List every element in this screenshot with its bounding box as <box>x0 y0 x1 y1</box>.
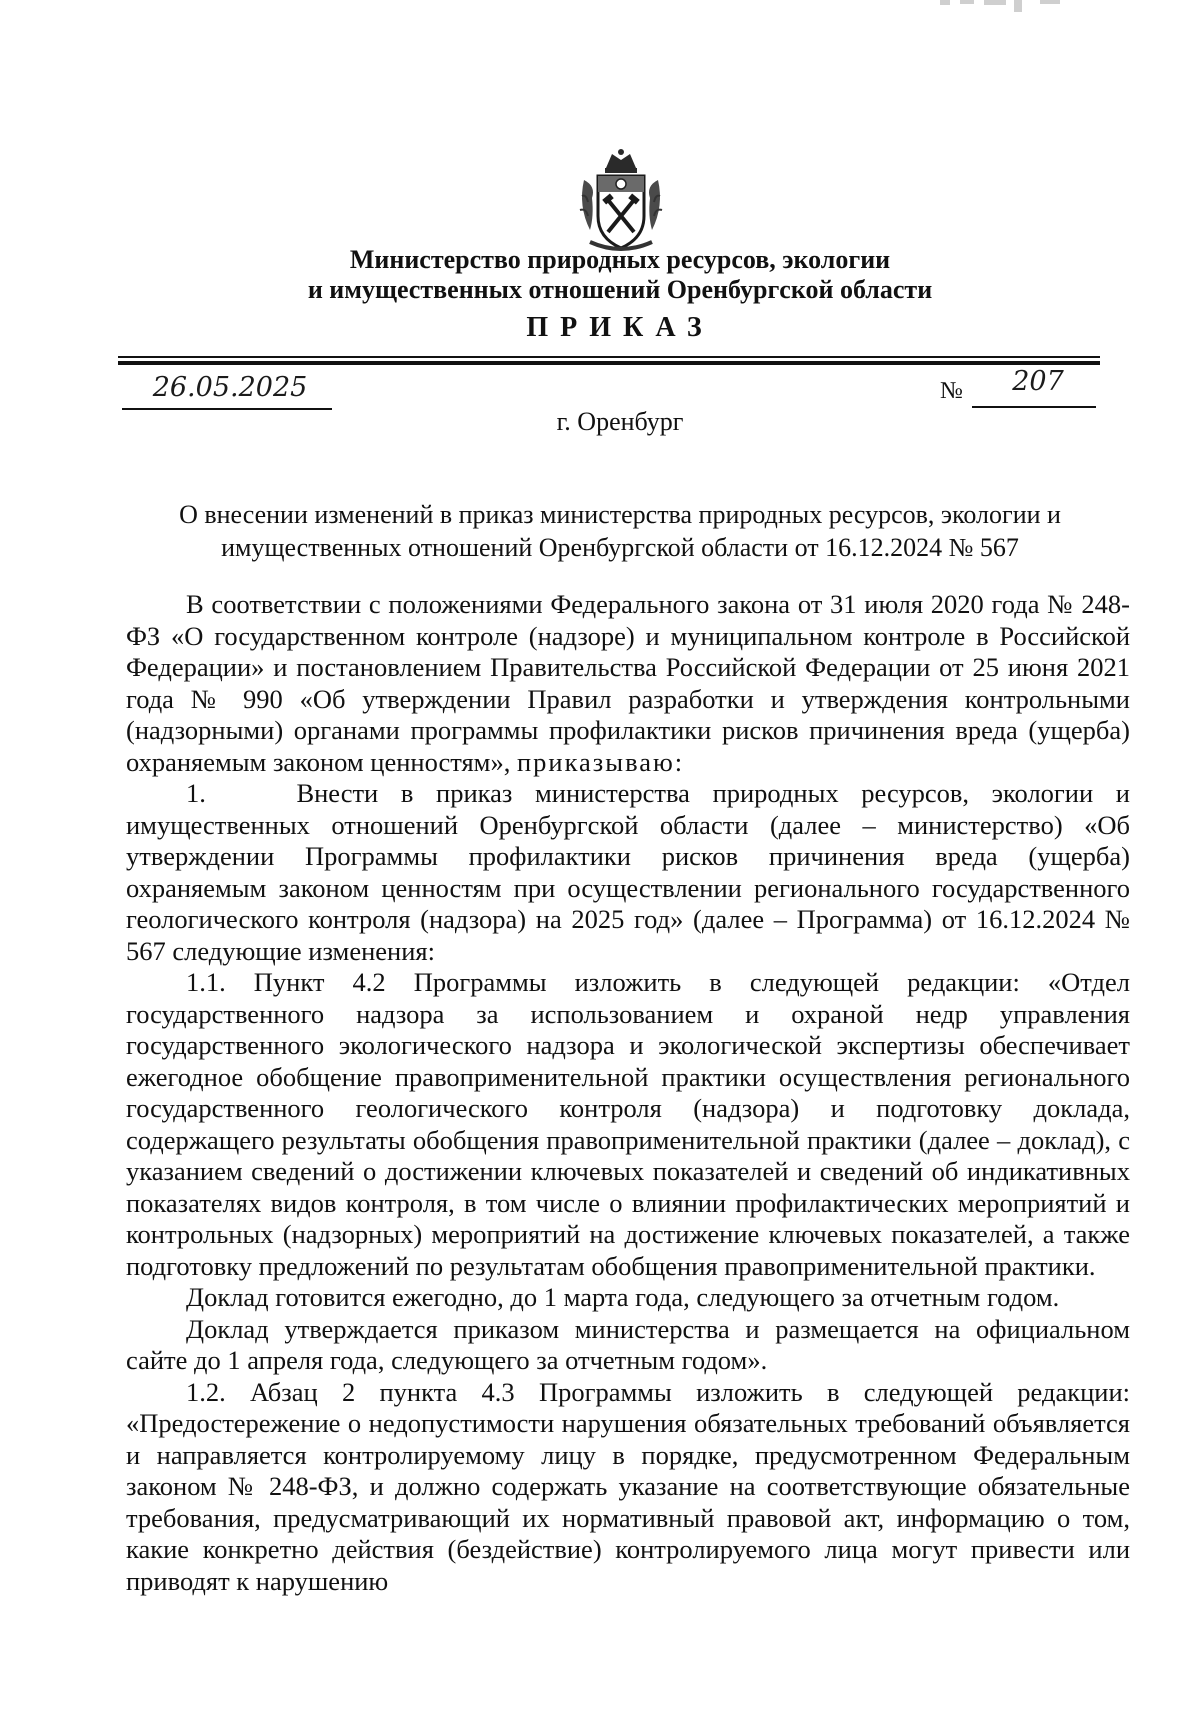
coat-of-arms-icon <box>576 146 666 258</box>
document-type-title: ПРИКАЗ <box>526 312 714 343</box>
preamble-text: В соответствии с положениями Федерального закона от 31 июля 2020 года № 248-ФЗ «О государственном контроле (надзоре) и муниципальном контроле в Российской Федерации» и постановлением Правительства Российской Федерации от 25 июня 2021 года № 990 «Об утверждении Правил разработки и утверждения контрольными (надзорными) органами программы профилактики рисков причинения вреда (ущерба) охраняемым законом ценностям», <box>126 589 1130 777</box>
scan-artifact <box>960 0 974 4</box>
order-subject-line2: имущественных отношений Оренбургской области от 16.12.2024 № 567 <box>221 533 1019 562</box>
ministry-name <box>180 245 1060 305</box>
report-deadline-paragraph: Доклад готовится ежегодно, до 1 марта года, следующего за отчетным годом. <box>186 1282 1060 1312</box>
scan-artifact <box>940 0 950 5</box>
ministry-name-line1: Министерство природных ресурсов, экологии <box>349 245 891 274</box>
order-subject-line1: О внесении изменений в приказ министерства природных ресурсов, экологии и <box>179 500 1061 529</box>
item-1-2-paragraph: 1.2. Абзац 2 пункта 4.3 Программы изложить в следующей редакции: «Предостережение о недопустимости нарушения обязательных требований объявляется и направляется контролируемому лицу в порядке, предусмотренном Федеральным законом № 248-ФЗ, и должно содержать указание на соответствующие обязательные требования, предусматривающий их нормативный правовой акт, информацию о том, какие конкретно действия (бездействие) контролируемого лица могут привести или приводят к нарушению <box>126 1376 1130 1596</box>
header-divider-thin <box>118 356 1100 358</box>
scan-artifact <box>984 0 1006 5</box>
item-1-1-paragraph: 1.1. Пункт 4.2 Программы изложить в следующей редакции: «Отдел государственного надзора за использованием и охраной недр управления государственного экологического надзора и экологической экспертизы обеспечивает ежегодное обобщение правоприменительной практики осуществления регионального государственного геологического контроля (надзора) и подготовку доклада, содержащего результаты обобщения правоприменительной практики (далее – доклад), с указанием сведений о достижении ключевых показателей и сведений об индикативных показателях видов контроля, в том числе о влиянии профилактических мероприятий и контрольных (надзорных) мероприятий на достижение ключевых показателей, а также подготовку предложений по результатам обобщения правоприменительной практики. <box>126 967 1130 1281</box>
order-body <box>126 589 1130 1597</box>
scan-artifact <box>1040 0 1060 4</box>
date-underline <box>122 408 332 410</box>
scan-artifact <box>1014 0 1022 12</box>
ministry-name-line2: и имущественных отношений Оренбургской области <box>307 275 933 304</box>
report-approval-paragraph: Доклад утверждается приказом министерства и размещается на официальном сайте до 1 апреля года, следующего за отчетным годом». <box>126 1313 1130 1375</box>
number-label: № <box>940 378 963 404</box>
order-number: 207 <box>1012 366 1064 397</box>
header-divider-thick <box>118 361 1100 365</box>
preamble-paragraph <box>126 589 1130 778</box>
number-underline <box>972 406 1096 408</box>
order-subject <box>140 498 1100 564</box>
city-name: г. Оренбург <box>556 407 684 436</box>
item-1-paragraph: 1. Внести в приказ министерства природных ресурсов, экологии и имущественных отношений Оренбургской области (далее – министерство) «Об утверждении Программы профилактики рисков причинения вреда (ущерба) охраняемым законом ценностям при осуществлении регионального государственного геологического контроля (надзора) на 2025 год» (далее – Программа) от 16.12.2024 № 567 следующие изменения: <box>126 778 1130 966</box>
order-verb: приказываю: <box>516 746 685 777</box>
order-date: 26.05.2025 <box>152 372 308 403</box>
